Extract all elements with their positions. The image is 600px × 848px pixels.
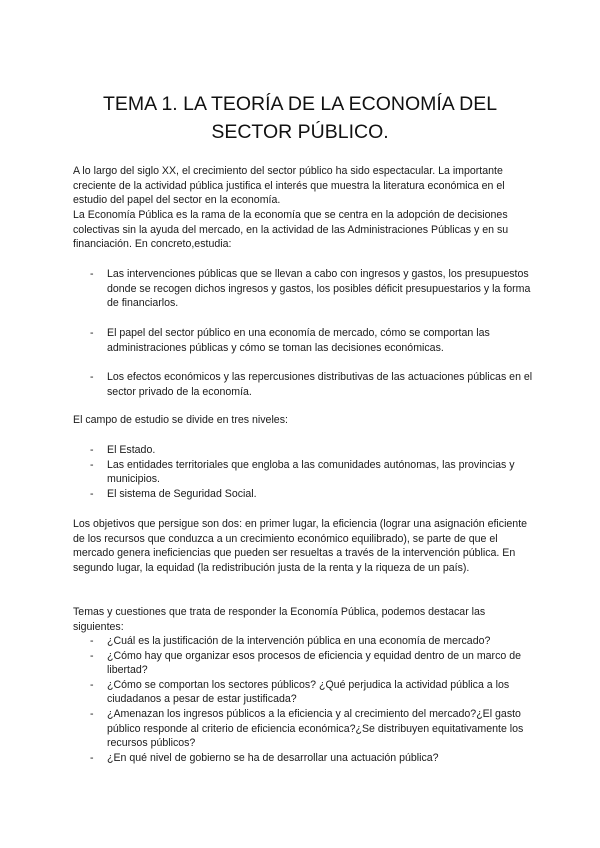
- levels-list: [90, 443, 535, 501]
- list-item: - ¿Cuál es la justificación de la intervención pública en una economía de mercado?: [90, 634, 535, 649]
- questions-list: [90, 634, 535, 765]
- study-list: [90, 267, 535, 311]
- title-line-1: TEMA 1. LA TEORÍA DE LA ECONOMÍA DEL: [102, 93, 498, 115]
- list-item: - Los efectos económicos y las repercusiones distributivas de las actuaciones públicas en el sector privado de la economía.: [90, 370, 535, 399]
- document-title: [60, 90, 540, 146]
- list-item: - ¿En qué nivel de gobierno se ha de desarrollar una actuación pública?: [90, 751, 535, 766]
- list-item: - El Estado.: [90, 443, 535, 458]
- list-item: - El sistema de Seguridad Social.: [90, 487, 535, 502]
- list-item: - ¿Cómo se comportan los sectores públicos? ¿Qué perjudica la actividad pública a los ciudadanos a pesar de estar justificada?: [90, 678, 535, 707]
- list-item: - Las intervenciones públicas que se llevan a cabo con ingresos y gastos, los presupuestos donde se recogen dichos ingresos y gastos, los posibles déficit presupuestarios y la forma de financiarlos.: [90, 267, 535, 311]
- study-list: [90, 370, 535, 399]
- topics-intro: Temas y cuestiones que trata de responder la Economía Pública, podemos destacar las siguientes:: [73, 606, 486, 633]
- study-list: [90, 326, 535, 355]
- list-item: - ¿Cómo hay que organizar esos procesos de eficiencia y equidad dentro de un marco de libertad?: [90, 649, 535, 678]
- title-line-2: SECTOR PÚBLICO.: [211, 121, 389, 143]
- list-item: - ¿Amenazan los ingresos públicos a la eficiencia y al crecimiento del mercado?¿El gasto público responde al criterio de eficiencia económica?¿Se distribuyen equitativamente los recursos públicos?: [90, 707, 535, 751]
- objectives-paragraph: Los objetivos que persigue son dos: en primer lugar, la eficiencia (lograr una asignación eficiente de los recursos que conduzca a un crecimiento económico equilibrado), se parte de que el mercado genera ineficiencias que pueden ser resueltas a través de la intervención pública. En segundo lugar, la equidad (la redistribución justa de la renta y la riqueza de un país).: [73, 518, 528, 574]
- levels-intro: El campo de estudio se divide en tres niveles:: [73, 414, 288, 426]
- list-item: - El papel del sector público en una economía de mercado, cómo se comportan las administraciones públicas y cómo se toman las decisiones económicas.: [90, 326, 535, 355]
- intro-paragraph: A lo largo del siglo XX, el crecimiento del sector público ha sido espectacular. La importante creciente de la actividad pública justifica el interés que muestra la literatura económica en el estudio del papel del sector en la economía.: [73, 165, 505, 207]
- list-item: - Las entidades territoriales que engloba a las comunidades autónomas, las provincias y municipios.: [90, 458, 535, 487]
- definition-paragraph: La Economía Pública es la rama de la economía que se centra en la adopción de decisiones colectivas sin la ayuda del mercado, en la actividad de las Administraciones Públicas y en su financiación. En concreto,estudia:: [73, 209, 509, 251]
